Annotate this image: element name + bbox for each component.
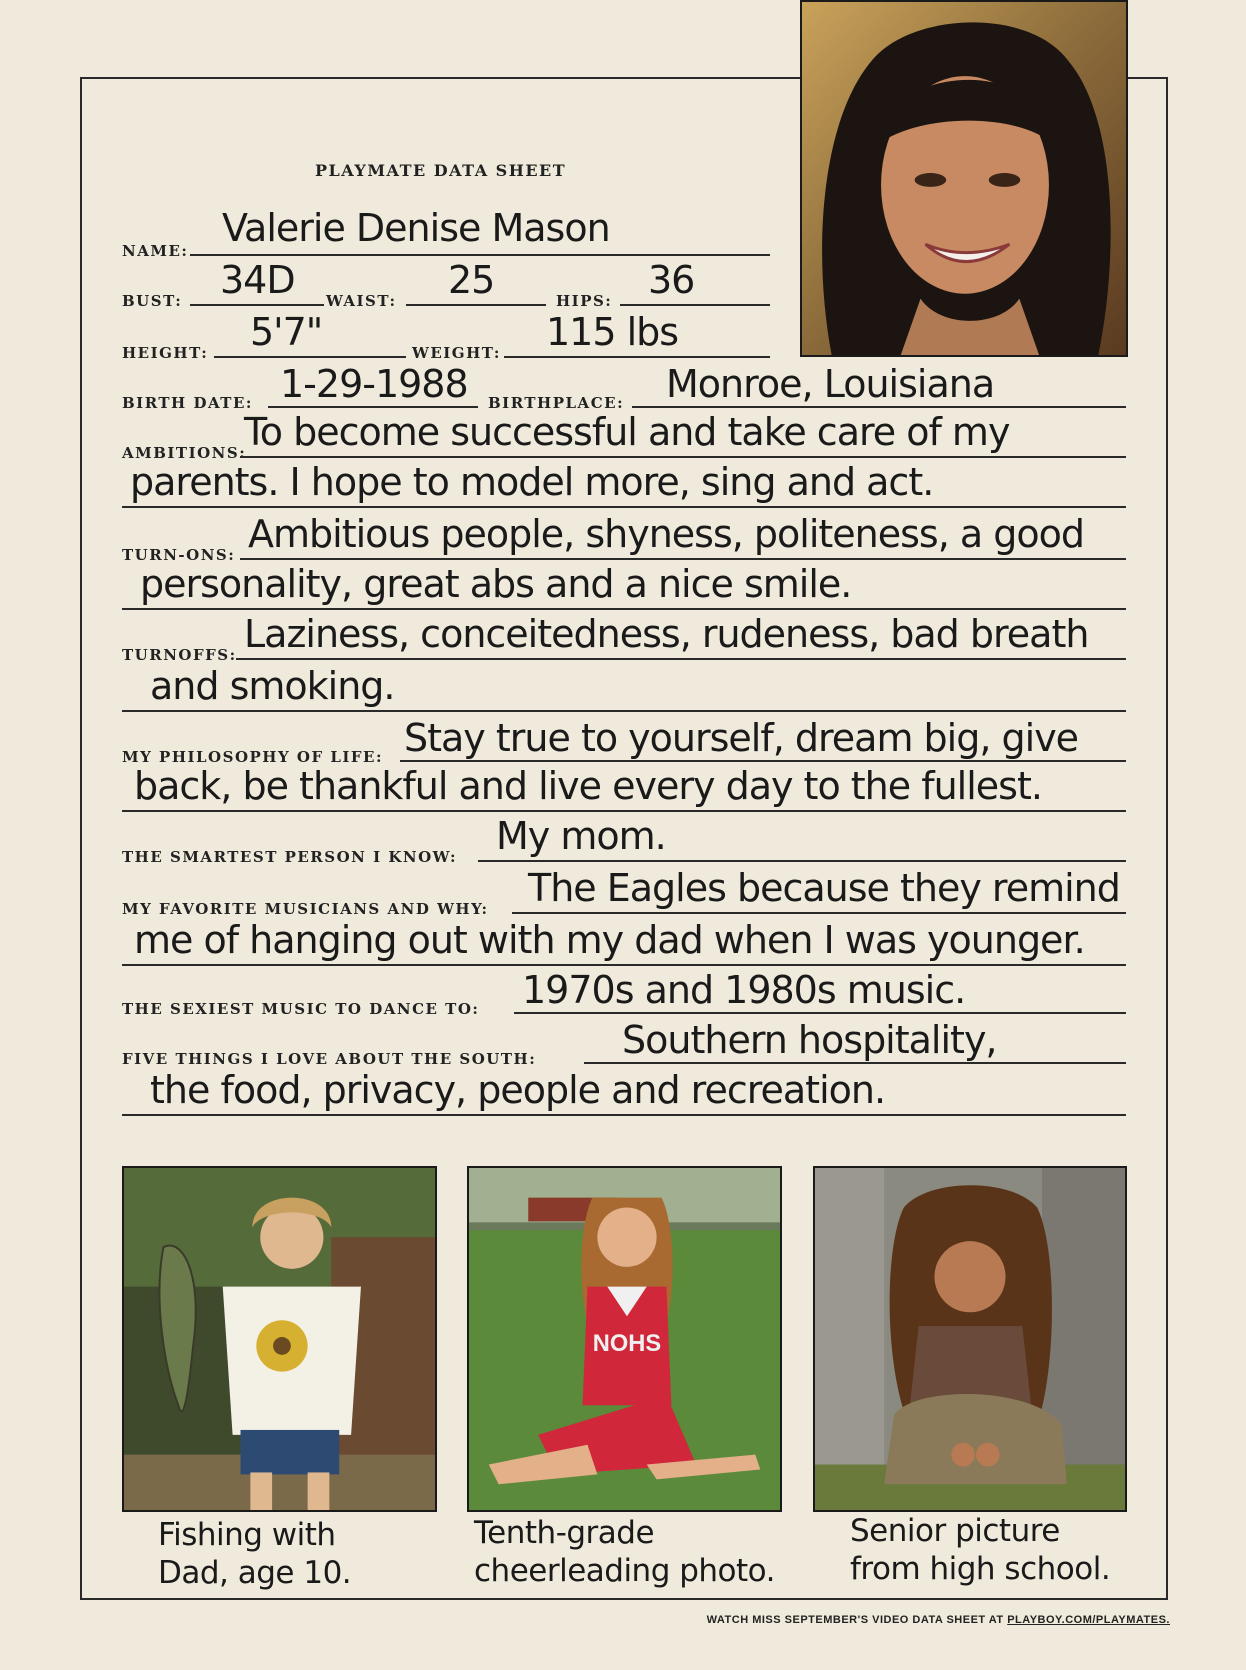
- turnoffs-value-1: Laziness, conceitedness, rudeness, bad breath: [244, 612, 1089, 656]
- philosophy-line-1: [400, 760, 1126, 762]
- smartest-line: [478, 860, 1126, 862]
- cheerleading-caption-line-2: cheerleading photo.: [474, 1553, 775, 1589]
- philosophy-value-2: back, be thankful and live every day to the fullest.: [134, 764, 1042, 808]
- sheet-title: PLAYMATE DATA SHEET: [315, 161, 567, 180]
- dance-value: 1970s and 1980s music.: [522, 968, 966, 1012]
- bust-line: [190, 304, 324, 306]
- musicians-line-1: [512, 912, 1126, 914]
- turnoffs-value-2: and smoking.: [150, 664, 395, 708]
- birth-date-underline: [268, 406, 478, 408]
- name-label: NAME:: [122, 242, 189, 260]
- senior-caption-line-2: from high school.: [850, 1551, 1111, 1587]
- weight-value: 115 lbs: [546, 310, 679, 354]
- birthplace-value: Monroe, Louisiana: [666, 362, 995, 406]
- waist-value: 25: [448, 258, 495, 302]
- fishing-photo: [122, 1166, 437, 1512]
- hips-line: [620, 304, 770, 306]
- jersey-text: NOHS: [592, 1330, 662, 1357]
- cheerleading-caption: [474, 1514, 775, 1590]
- portrait-photo: [800, 0, 1128, 357]
- birthplace-label: BIRTHPLACE:: [488, 394, 625, 412]
- turn-ons-line-1: [240, 558, 1126, 560]
- turnoffs-line-2: [122, 710, 1126, 712]
- dance-label: THE SEXIEST MUSIC TO DANCE TO:: [122, 1000, 480, 1018]
- cheerleading-caption-line-1: Tenth-grade: [474, 1515, 655, 1551]
- ambitions-value-1: To become successful and take care of my: [244, 410, 1010, 454]
- south-value-1: Southern hospitality,: [622, 1018, 997, 1062]
- turnoffs-line-1: [236, 658, 1126, 660]
- weight-label: WEIGHT:: [412, 344, 501, 362]
- turnoffs-label: TURNOFFS:: [122, 646, 237, 664]
- birth-date-label: BIRTH DATE:: [122, 394, 253, 412]
- south-value-2: the food, privacy, people and recreation.: [150, 1068, 886, 1112]
- philosophy-label: MY PHILOSOPHY OF LIFE:: [122, 748, 384, 766]
- hips-label: HIPS:: [556, 292, 613, 310]
- cheerleading-photo: [467, 1166, 782, 1512]
- ambitions-line-1: [240, 456, 1126, 458]
- south-line-1: [584, 1062, 1126, 1064]
- weight-line: [504, 356, 770, 358]
- musicians-line-2: [122, 964, 1126, 966]
- birthplace-line: [632, 406, 1126, 408]
- philosophy-value-1: Stay true to yourself, dream big, give: [404, 716, 1079, 760]
- philosophy-line-2: [122, 810, 1126, 812]
- south-label: FIVE THINGS I LOVE ABOUT THE SOUTH:: [122, 1050, 537, 1068]
- height-value: 5'7": [250, 310, 323, 354]
- fishing-caption: [158, 1516, 351, 1592]
- senior-photo: [813, 1166, 1127, 1512]
- footer-url-link[interactable]: PLAYBOY.COM/PLAYMATES.: [1007, 1614, 1170, 1626]
- turn-ons-value-1: Ambitious people, shyness, politeness, a good: [248, 512, 1084, 556]
- hips-value: 36: [648, 258, 695, 302]
- musicians-label: MY FAVORITE MUSICIANS AND WHY:: [122, 900, 489, 918]
- waist-line: [406, 304, 546, 306]
- bust-label: BUST:: [122, 292, 183, 310]
- turn-ons-line-2: [122, 608, 1126, 610]
- ambitions-label: AMBITIONS:: [122, 444, 247, 462]
- bust-value: 34D: [220, 258, 295, 302]
- turn-ons-label: TURN-ONS:: [122, 546, 236, 564]
- birth-date-value: 1-29-1988: [280, 362, 468, 406]
- turn-ons-value-2: personality, great abs and a nice smile.: [140, 562, 852, 606]
- musicians-value-2: me of hanging out with my dad when I was younger.: [134, 918, 1085, 962]
- senior-caption-line-1: Senior picture: [850, 1513, 1060, 1549]
- south-line-2: [122, 1114, 1126, 1116]
- senior-caption: [850, 1512, 1110, 1588]
- waist-label: WAIST:: [326, 292, 397, 310]
- musicians-value-1: The Eagles because they remind: [528, 866, 1120, 910]
- fishing-caption-line-1: Fishing with: [158, 1517, 336, 1553]
- fishing-caption-line-2: Dad, age 10.: [158, 1555, 352, 1591]
- smartest-value: My mom.: [496, 814, 666, 858]
- ambitions-value-2: parents. I hope to model more, sing and act.: [130, 460, 934, 504]
- height-label: HEIGHT:: [122, 344, 209, 362]
- name-line: [190, 254, 770, 256]
- dance-line: [514, 1012, 1126, 1014]
- footer-note: [707, 1614, 1170, 1626]
- ambitions-line-2: [122, 506, 1126, 508]
- smartest-label: THE SMARTEST PERSON I KNOW:: [122, 848, 458, 866]
- name-value: Valerie Denise Mason: [222, 206, 610, 250]
- height-line: [214, 356, 406, 358]
- footer-text: WATCH MISS SEPTEMBER'S VIDEO DATA SHEET AT: [706, 1614, 1008, 1626]
